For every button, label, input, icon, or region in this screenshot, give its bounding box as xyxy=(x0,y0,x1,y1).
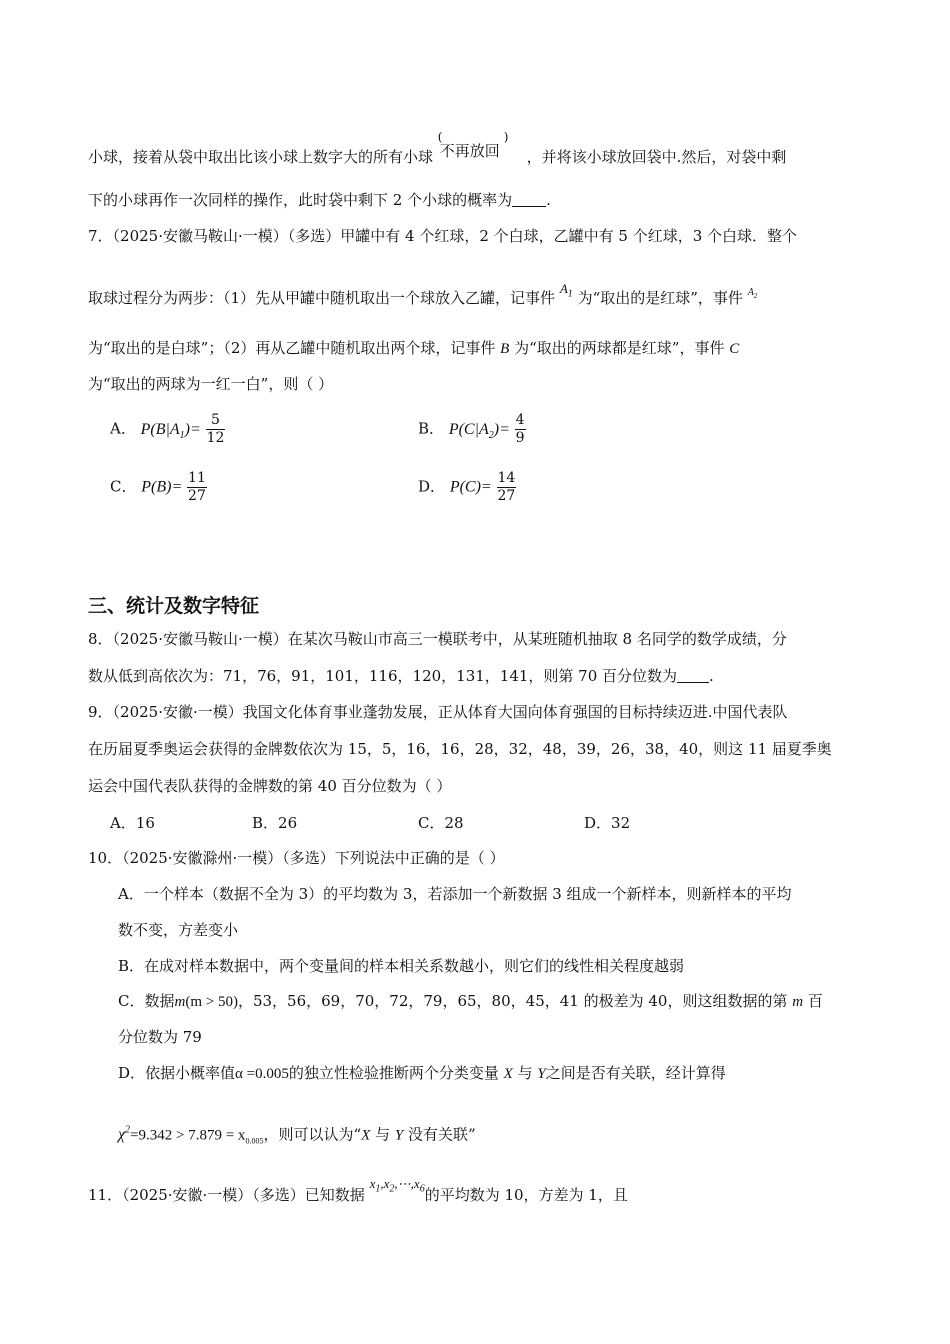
q7-option-b-frac: $\frac{4}{9}$ xyxy=(515,412,525,446)
q7-option-d-expr: P(C)= xyxy=(449,478,492,496)
q7-option-d-frac: $\frac{14}{27}$ xyxy=(497,470,516,504)
q7-option-a-frac: $\frac{5}{12}$ xyxy=(206,412,225,446)
q7-line-4: 为“取出的两球为一红一白”，则（ ） xyxy=(88,375,334,393)
q7-option-c[interactable] xyxy=(110,470,207,505)
q6-line-2 xyxy=(88,189,551,211)
q9-option-c[interactable]: C．28 xyxy=(418,814,464,832)
q9-option-d[interactable]: D．32 xyxy=(584,814,631,832)
q7-option-d[interactable] xyxy=(418,470,516,505)
q6-text-a: 小球，接着从袋中取出比该小球上数字大的所有小球 xyxy=(88,148,434,166)
q10-option-a-line-1[interactable]: A．一个样本（数据不全为 3）的平均数为 3，若添加一个新数据 3 组成一个新样本，则新样本的平均 xyxy=(118,885,792,903)
q10-option-a-line-2: 数不变，方差变小 xyxy=(118,921,239,939)
q10-c-condition: (m > 50) xyxy=(185,994,238,1010)
q7-option-c-label: C． xyxy=(110,477,137,496)
q7-event-c: C xyxy=(729,341,740,357)
q10-option-c-line-1[interactable] xyxy=(118,990,823,1013)
q9-line-2: 在历届夏季奥运会获得的金牌数依次为 15，5，16，16，28，32，48，39，26，38，40，则这 11 届夏季奥 xyxy=(88,740,832,758)
q7-option-b-label: B． xyxy=(418,419,445,438)
q7-option-b[interactable] xyxy=(418,412,526,447)
q10-d-chi-square: $\chi^2$ xyxy=(118,1125,131,1144)
q10-c-text-b: ，53，56，69，70，72，79，65，80，45，41 的极差为 40，则这组数据的第 xyxy=(237,992,788,1010)
q7-line-3 xyxy=(88,337,739,360)
q11-text-b: 的平均数为 10，方差为 1，且 xyxy=(424,1186,628,1204)
q8-period: . xyxy=(709,667,714,685)
q10-d-var-x: X xyxy=(503,1066,513,1082)
q7-event-a1: $A_1$ xyxy=(559,281,573,300)
q10-d-var-y2: Y xyxy=(394,1127,404,1144)
q10-d-text-d: ，则可以认为“ xyxy=(263,1125,362,1144)
q6-text-b: ，并将该小球放回袋中.然后，对袋中剩 xyxy=(526,148,787,166)
q6-line-1 xyxy=(88,130,787,168)
section-heading: 三、统计及数字特征 xyxy=(88,595,260,617)
q7-event-b: B xyxy=(500,341,510,357)
q7-option-a-expr: $P(B|A_1)=$ xyxy=(140,420,201,441)
q7-option-c-expr: P(B)= xyxy=(141,478,183,496)
q6-paren-group xyxy=(437,130,522,162)
q8-answer-blank[interactable] xyxy=(677,666,709,683)
q10-d-text-e: 没有关联” xyxy=(407,1125,476,1144)
q10-option-b[interactable]: B．在成对样本数据中，两个变量间的样本相关系数越小，则它们的线性相关程度越弱 xyxy=(118,957,685,975)
q9-line-3: 运会中国代表队获得的金牌数的第 40 百分位数为（ ） xyxy=(88,777,452,795)
q7-line-1: 7．（2025·安徽马鞍山·一模）（多选）甲罐中有 4 个红球，2 个白球，乙罐中有 5 个红球，3 个白球．整个 xyxy=(88,227,798,245)
q10-option-c-line-2: 分位数为 79 xyxy=(118,1028,202,1046)
q6-paren-text: 不再放回 xyxy=(439,142,500,160)
q6-paren-open: ( xyxy=(437,130,443,144)
q9-option-b[interactable]: B．26 xyxy=(252,814,298,832)
q10-d-text-a: D．依据小概率值 xyxy=(118,1064,236,1082)
q10-option-d-line-1[interactable] xyxy=(118,1062,726,1085)
q10-d-text-and: 与 xyxy=(517,1064,533,1082)
q7-text-b: 为“取出的是红球”，事件 xyxy=(577,289,743,307)
q9-option-a[interactable]: A．16 xyxy=(110,814,155,832)
q9-line-1: 9．（2025·安徽·一模）我国文化体育事业蓬勃发展，正从体育大国向体育强国的目标持续迈进.中国代表队 xyxy=(88,703,788,721)
q7-option-b-expr: $P(C|A_2)=$ xyxy=(448,420,510,441)
q11-text-a: 11．（2025·安徽·一模）（多选）已知数据 xyxy=(88,1186,365,1204)
q10-d-var-x2: X xyxy=(361,1127,371,1144)
q10-d-equation: =9.342 > 7.879 = x xyxy=(130,1127,246,1144)
q10-c-var-m2: m xyxy=(792,994,804,1010)
q10-line-1: 10．（2025·安徽滁州·一模）（多选）下列说法中正确的是（ ） xyxy=(88,849,505,867)
q7-event-a2: A2 xyxy=(747,287,758,300)
q10-c-var-m: m xyxy=(174,994,186,1010)
q11-sequence: $x_1,x_2,\cdots,x_6$ xyxy=(369,1176,425,1195)
q10-d-text-b: 的独立性检验推断两个分类变量 xyxy=(288,1064,499,1082)
q11-line-1 xyxy=(88,1176,628,1213)
q10-d-text-and2: 与 xyxy=(375,1125,391,1144)
q10-d-text-c: 之间是否有关联，经计算得 xyxy=(545,1064,726,1082)
q8-text: 数从低到高依次为：71，76，91，101，116，120，131，141，则第 70 百分位数为 xyxy=(88,667,678,685)
q8-line-2 xyxy=(88,665,714,687)
q10-d-alpha: α =0.005 xyxy=(235,1066,289,1082)
q7-option-a[interactable] xyxy=(110,412,225,447)
q8-line-1: 8．（2025·安徽马鞍山·一模）在某次马鞍山市高三一模联考中，从某班随机抽取 8 名同学的数学成绩，分 xyxy=(88,630,787,648)
q7-text-c: 为“取出的是白球”；（2）再从乙罐中随机取出两个球，记事件 xyxy=(88,339,496,357)
q7-option-d-label: D． xyxy=(418,477,446,496)
q7-text-d: 为“取出的两球都是红球”，事件 xyxy=(514,339,725,357)
q10-option-d-line-2 xyxy=(118,1120,476,1152)
q6-answer-blank[interactable] xyxy=(512,190,546,207)
q6-text-c: 下的小球再作一次同样的操作，此时袋中剩下 2 个小球的概率为 xyxy=(88,191,513,209)
q7-option-a-label: A． xyxy=(110,419,136,438)
q6-paren-close: ) xyxy=(503,130,509,144)
q10-d-var-y: Y xyxy=(537,1066,546,1082)
q7-line-2 xyxy=(88,281,758,316)
q7-option-c-frac: $\frac{11}{27}$ xyxy=(188,470,206,504)
q10-c-text-c: 百 xyxy=(807,992,823,1010)
q6-period: . xyxy=(546,191,551,209)
q10-c-text-a: C．数据 xyxy=(118,992,175,1010)
q7-text-a: 取球过程分为两步：（1）先从甲罐中随机取出一个球放入乙罐，记事件 xyxy=(88,289,556,307)
q10-d-subscript: 0.005 xyxy=(245,1136,264,1146)
